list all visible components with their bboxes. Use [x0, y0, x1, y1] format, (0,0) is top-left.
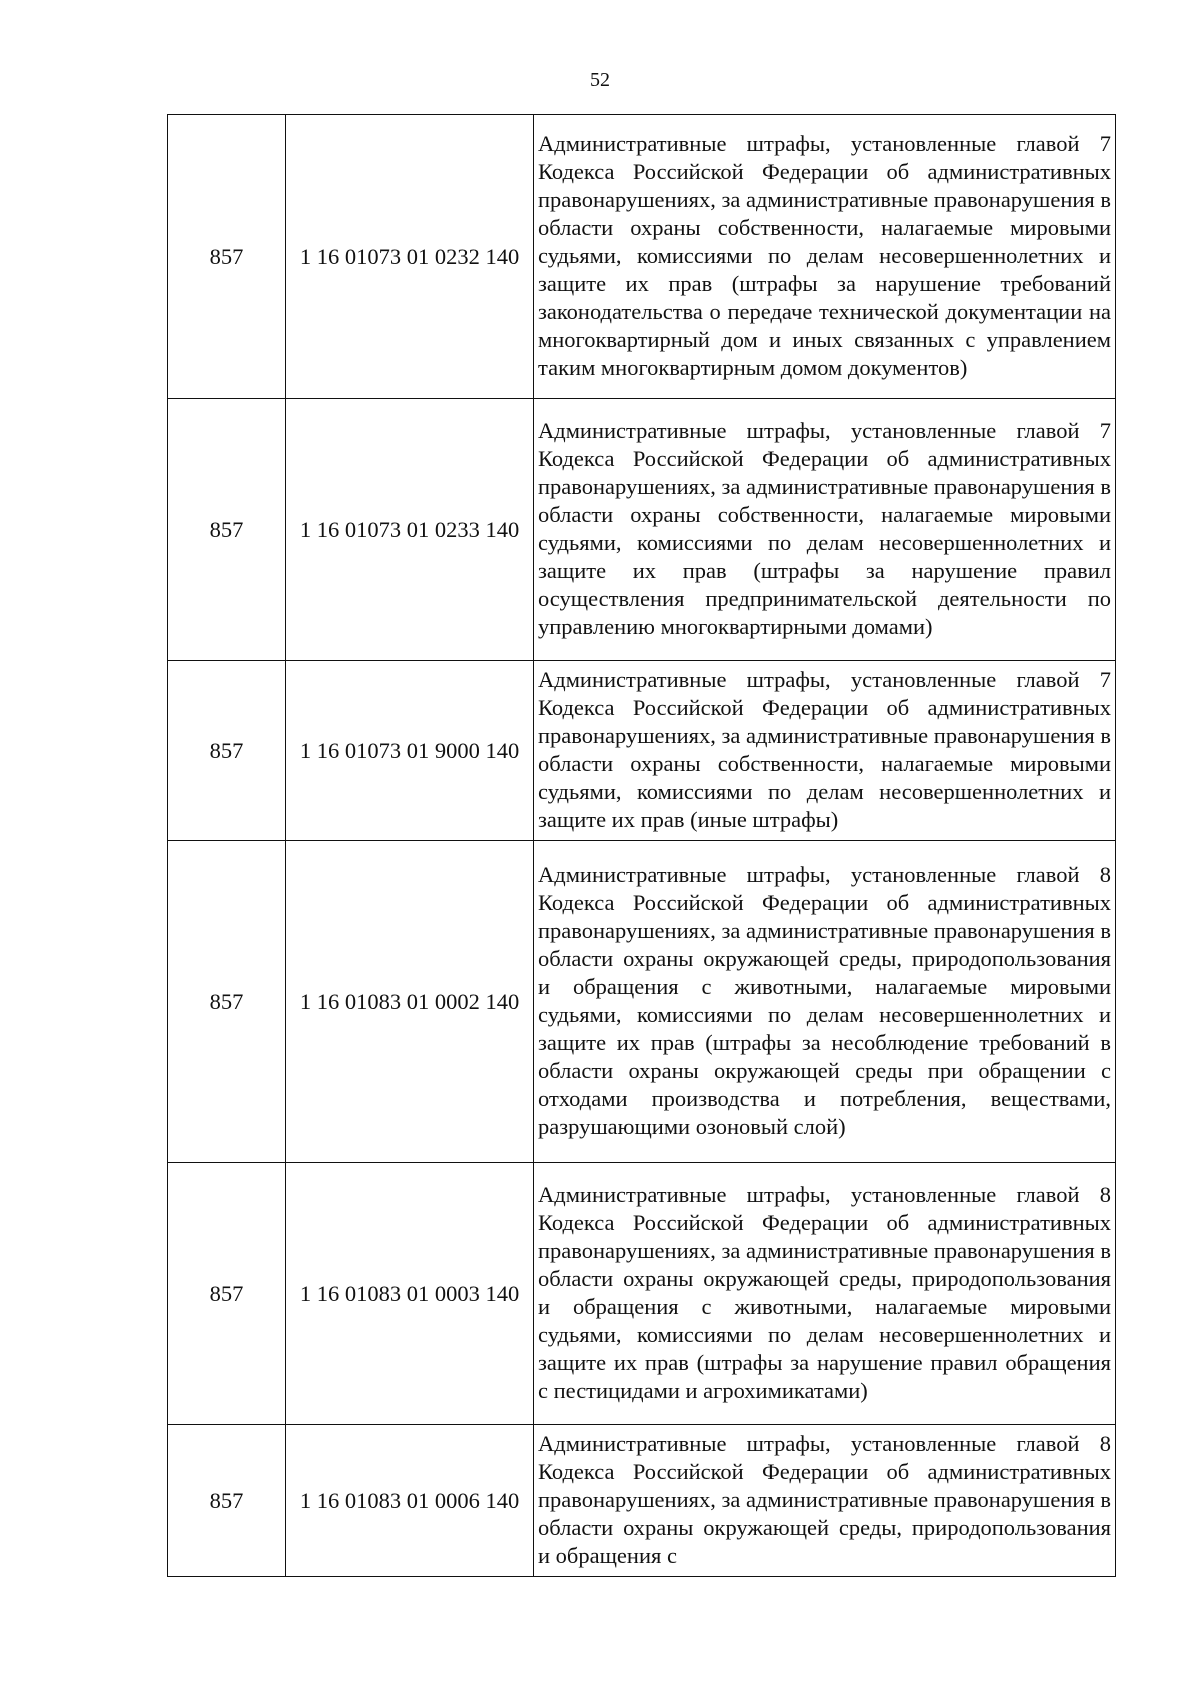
table-row: [168, 1163, 1116, 1425]
description-cell: Административные штрафы, установленные главой 8 Кодекса Российской Федерации об административных правонарушениях, за административные правонарушения в области охраны окружающей среды, природопользования и обращения с животными, налагаемые мировыми судьями, комиссиями по делам несовершеннолетних и защите их прав (штрафы за несоблюдение требований в области охраны окружающей среды при обращении с отходами производства и потребления, веществами, разрушающими озоновый слой): [534, 841, 1116, 1163]
table-row: [168, 115, 1116, 399]
admin-code-cell: 857: [168, 1425, 286, 1577]
budget-codes-table: [167, 114, 1116, 1577]
table-row: [168, 1425, 1116, 1577]
kbk-cell: 1 16 01083 01 0002 140: [286, 841, 534, 1163]
table-row: [168, 399, 1116, 661]
description-cell: Административные штрафы, установленные главой 8 Кодекса Российской Федерации об административных правонарушениях, за административные правонарушения в области охраны окружающей среды, природопользования и обращения с животными, налагаемые мировыми судьями, комиссиями по делам несовершеннолетних и защите их прав (штрафы за нарушение правил обращения с пестицидами и агрохимикатами): [534, 1163, 1116, 1425]
admin-code-cell: 857: [168, 115, 286, 399]
admin-code-cell: 857: [168, 399, 286, 661]
kbk-cell: 1 16 01073 01 9000 140: [286, 661, 534, 841]
description-cell: Административные штрафы, установленные главой 7 Кодекса Российской Федерации об административных правонарушениях, за административные правонарушения в области охраны собственности, налагаемые мировыми судьями, комиссиями по делам несовершеннолетних и защите их прав (иные штрафы): [534, 661, 1116, 841]
table-row: [168, 661, 1116, 841]
admin-code-cell: 857: [168, 841, 286, 1163]
table-row: [168, 841, 1116, 1163]
description-cell: Административные штрафы, установленные главой 8 Кодекса Российской Федерации об административных правонарушениях, за административные правонарушения в области охраны окружающей среды, природопользования и обращения с: [534, 1425, 1116, 1577]
kbk-cell: 1 16 01073 01 0233 140: [286, 399, 534, 661]
kbk-cell: 1 16 01083 01 0006 140: [286, 1425, 534, 1577]
admin-code-cell: 857: [168, 661, 286, 841]
page-number: 52: [590, 69, 610, 91]
admin-code-cell: 857: [168, 1163, 286, 1425]
description-cell: Административные штрафы, установленные главой 7 Кодекса Российской Федерации об административных правонарушениях, за административные правонарушения в области охраны собственности, налагаемые мировыми судьями, комиссиями по делам несовершеннолетних и защите их прав (штрафы за нарушение правил осуществления предпринимательской деятельности по управлению многоквартирными домами): [534, 399, 1116, 661]
kbk-cell: 1 16 01083 01 0003 140: [286, 1163, 534, 1425]
description-cell: Административные штрафы, установленные главой 7 Кодекса Российской Федерации об административных правонарушениях, за административные правонарушения в области охраны собственности, налагаемые мировыми судьями, комиссиями по делам несовершеннолетних и защите их прав (штрафы за нарушение требований законодательства о передаче технической документации на многоквартирный дом и иных связанных с управлением таким многоквартирным домом документов): [534, 115, 1116, 399]
kbk-cell: 1 16 01073 01 0232 140: [286, 115, 534, 399]
